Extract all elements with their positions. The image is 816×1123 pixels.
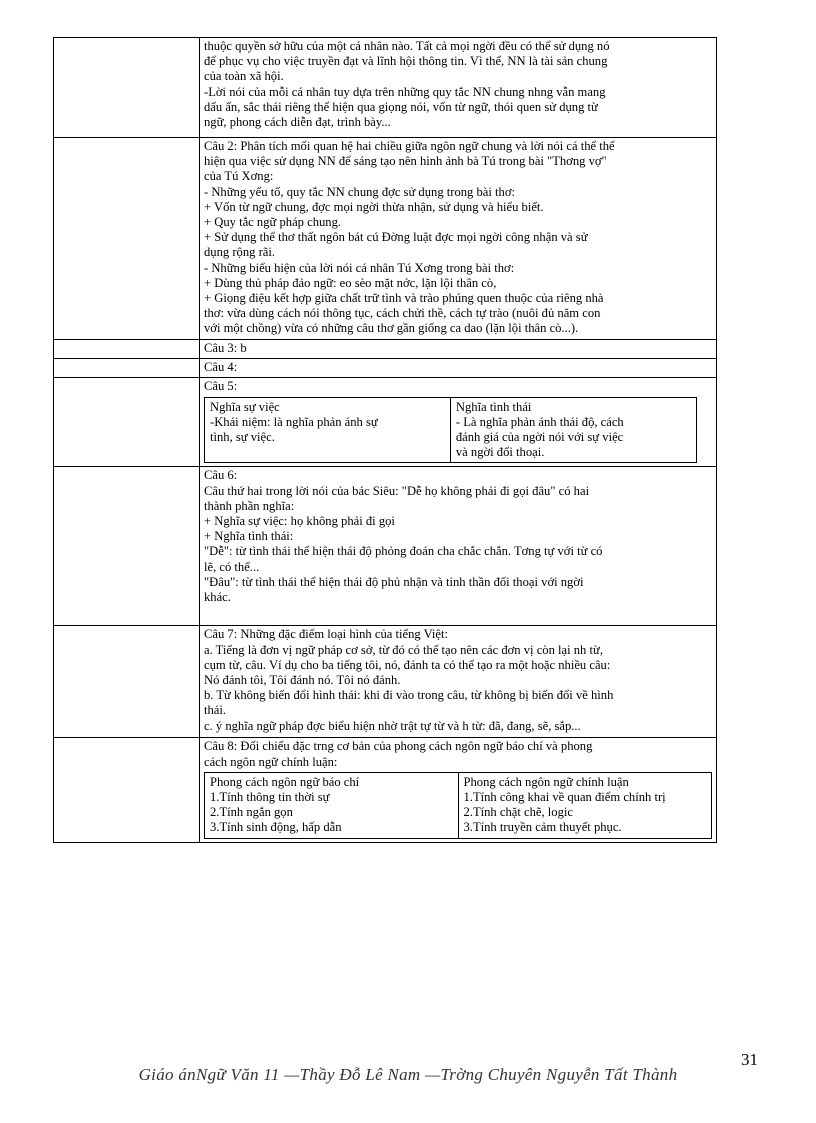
text-line: thành phần nghĩa: xyxy=(204,498,295,513)
text-line: lẽ, có thể... xyxy=(204,559,260,574)
text-line: 3.Tính sinh động, hấp dẫn xyxy=(210,820,342,835)
page-number: 31 xyxy=(741,1050,758,1069)
text-line: Nghĩa tình thái xyxy=(455,399,532,414)
text-line: + Vốn từ ngữ chung, đợc mọi ngời thừa nhận, sử dụng và hiểu biết. xyxy=(204,199,544,214)
answer-cell-1 xyxy=(200,38,717,138)
text-line: cụm từ, câu. Ví dụ cho ba tiếng tôi, nó, đánh ta có thể tạo ra một hoặc nhiều câu: xyxy=(204,657,611,672)
table-row xyxy=(54,378,717,467)
text-line: + Dùng thủ pháp đảo ngữ: eo sèo mặt nớc, lặn lội thân cò, xyxy=(204,275,497,290)
text-line: khác. xyxy=(204,590,231,605)
text-line: - Những biểu hiện của lời nói cá nhân Tú Xơng trong bài thơ: xyxy=(204,260,515,275)
text-line: - Những yếu tố, quy tắc NN chung đợc sử dụng trong bài thơ: xyxy=(204,184,515,199)
text-line: Phong cách ngôn ngữ chính luận xyxy=(463,774,629,789)
left-column-cell xyxy=(54,467,200,626)
left-column-cell xyxy=(54,38,200,138)
text-line: của Tú Xơng: xyxy=(204,169,274,184)
text-line: Nó đánh tôi, Tôi đánh nó. Tôi nó đánh. xyxy=(204,673,401,688)
text-line: + Nghĩa sự việc: họ không phải đi gọi xyxy=(204,514,395,529)
text-line: Câu 2: Phân tích mối quan hệ hai chiều giữa ngôn ngữ chung và lời nói cá thể thể xyxy=(204,139,615,153)
text-line: với một chồng) vừa có những câu thơ gần giống ca dao (lặn lội thân cò...). xyxy=(204,321,579,336)
text-line: + Nghĩa tình thái: xyxy=(204,529,294,544)
left-column-cell xyxy=(54,378,200,467)
text-line: - Là nghĩa phản ánh thái độ, cách xyxy=(455,414,624,429)
text-line: -Khái niệm: là nghĩa phản ánh sự xyxy=(210,414,378,429)
table-row xyxy=(54,38,717,138)
text-line: thơ: vừa dùng cách nói thông tục, cách chửi thề, cách tự trào (nuôi đủ năm con xyxy=(204,306,601,321)
text-line: Câu 7: Những đặc điểm loại hình của tiếng Việt: xyxy=(204,627,449,642)
style-col-press xyxy=(205,772,459,838)
left-column-cell xyxy=(54,359,200,378)
answer-cell-2 xyxy=(200,138,717,340)
style-col-political xyxy=(458,772,712,838)
text-line: Câu 8: Đối chiếu đặc trng cơ bản của phong cách ngôn ngữ báo chí và phong xyxy=(204,739,593,754)
text-line: thái. xyxy=(204,703,227,718)
table-row xyxy=(205,772,712,838)
text-line: c. ý nghĩa ngữ pháp đợc biểu hiện nhờ trật tự từ và h từ: đã, đang, sẽ, sắp... xyxy=(204,718,581,733)
text-line: tình, sự việc. xyxy=(210,430,275,445)
left-column-cell xyxy=(54,340,200,359)
text-line: -Lời nói của mỗi cá nhân tuy dựa trên những quy tắc NN chung nhng vẫn mang xyxy=(204,84,606,99)
meaning-col-modal xyxy=(450,397,696,463)
text-line: 1.Tính công khai về quan điểm chính trị xyxy=(463,790,666,805)
text-line: "Đâu": từ tình thái thể hiện thái độ phủ nhận và tinh thần đối thoại với ngời xyxy=(204,574,584,589)
answer-cell-5 xyxy=(200,378,717,467)
text-line: + Quy tắc ngữ pháp chung. xyxy=(204,215,342,230)
page-footer: Giáo ánNgữ Văn 11 —Thầy Đỗ Lê Nam —Trờng Chuyên Nguyễn Tất Thành xyxy=(138,1065,678,1084)
text-line: dấu ấn, sắc thái riêng thể hiện qua giọng nói, vốn từ ngữ, thói quen sử dụng từ xyxy=(204,99,598,114)
text-line: hiện qua việc sử dụng NN để sáng tạo nên hình ảnh bà Tú trong bài "Thơng vợ" xyxy=(204,154,607,169)
text-line: 1.Tính thông tin thời sự xyxy=(210,790,330,805)
text-line: của toàn xã hội. xyxy=(204,69,284,84)
table-row xyxy=(54,340,717,359)
answer-cell-3 xyxy=(200,340,717,359)
text-line: + Sử dụng thể thơ thất ngôn bát cú Đờng luật đợc mọi ngời công nhận và sử xyxy=(204,230,588,245)
answer-cell-6 xyxy=(200,467,717,626)
text-line: 2.Tính chặt chẽ, logic xyxy=(463,805,573,820)
text-line: đánh giá của ngời nói với sự việc xyxy=(455,430,624,445)
table-row xyxy=(54,359,717,378)
text-line: "Dễ": từ tình thái thể hiện thái độ phỏng đoán cha chắc chắn. Tơng tự với từ có xyxy=(204,544,603,559)
text-line: Câu thứ hai trong lời nói của bác Siêu: "Dễ họ không phải đi gọi đâu" có hai xyxy=(204,483,590,498)
answer-cell-7 xyxy=(200,626,717,738)
left-column-cell xyxy=(54,738,200,842)
answer-cell-4 xyxy=(200,359,717,378)
table-row xyxy=(54,467,717,626)
answer-table xyxy=(53,37,717,843)
table-row xyxy=(54,738,717,842)
table-row xyxy=(54,626,717,738)
text-line: Phong cách ngôn ngữ báo chí xyxy=(210,774,360,789)
text-line: Câu 4: xyxy=(204,360,238,375)
text-line: Câu 5: xyxy=(204,379,238,394)
text-line: dụng rộng rãi. xyxy=(204,245,275,260)
answer-cell-8 xyxy=(200,738,717,842)
meaning-col-event xyxy=(205,397,451,463)
text-line: a. Tiếng là đơn vị ngữ pháp cơ sở, từ đó có thể tạo nên các đơn vị còn lại nh từ, xyxy=(204,642,603,657)
text-line: 2.Tính ngắn gọn xyxy=(210,805,293,820)
table-row xyxy=(54,138,717,340)
left-column-cell xyxy=(54,626,200,738)
text-line: Câu 3: b xyxy=(204,341,247,355)
left-column-cell xyxy=(54,138,200,340)
meaning-comparison-table xyxy=(204,397,697,464)
text-line: thuộc quyền sở hữu của một cá nhân nào. Tất cả mọi ngời đều có thể sử dụng nó xyxy=(204,39,610,53)
text-line: Câu 6: xyxy=(204,468,238,483)
text-line: ngữ, phong cách diễn đạt, trình bày... xyxy=(204,115,391,130)
text-line: cách ngôn ngữ chính luận: xyxy=(204,754,338,769)
text-line: để phục vụ cho việc truyền đạt và lĩnh hội thông tin. Vì thế, NN là tài sản chung xyxy=(204,54,608,69)
text-line: và ngời đối thoại. xyxy=(455,445,545,460)
text-line: b. Từ không biến đổi hình thái: khi đi vào trong câu, từ không bị biến đổi về hình xyxy=(204,688,614,703)
text-line: Nghĩa sự việc xyxy=(210,399,280,414)
text-line: 3.Tính truyền cảm thuyết phục. xyxy=(463,820,622,835)
style-comparison-table xyxy=(204,772,712,839)
table-row xyxy=(205,397,697,463)
text-line: + Giọng điệu kết hợp giữa chất trữ tình và trào phúng quen thuộc của riêng nhà xyxy=(204,291,604,306)
